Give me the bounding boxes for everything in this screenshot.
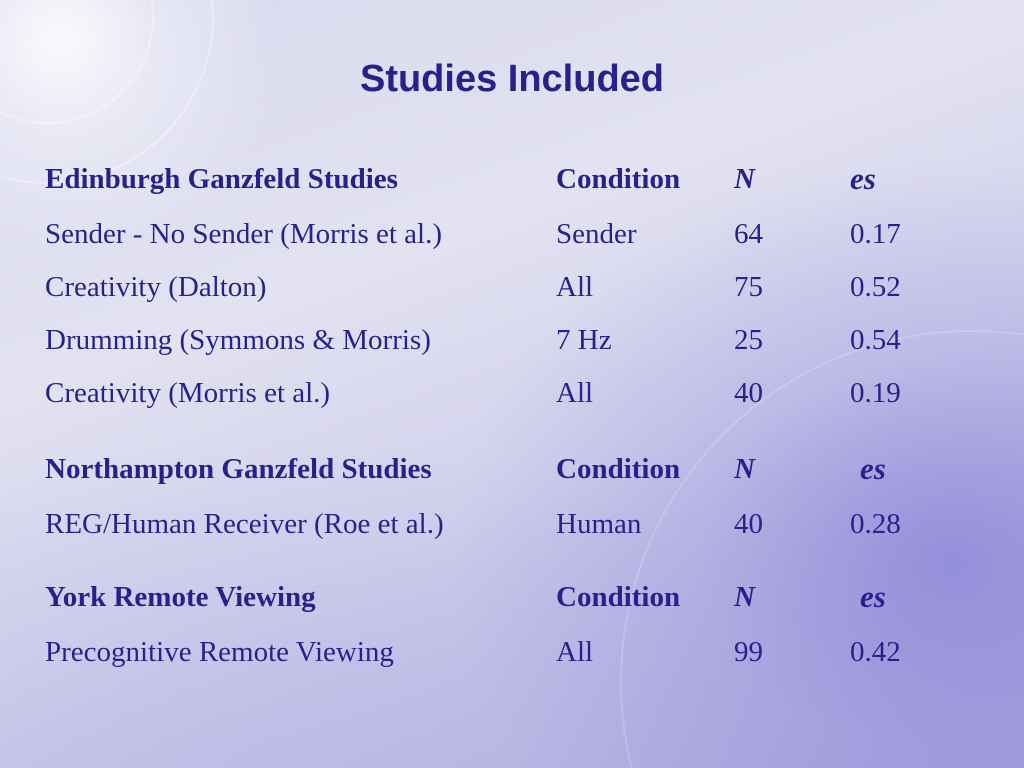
study-es: 0.19	[850, 377, 901, 409]
study-condition: Human	[556, 508, 642, 540]
table-row	[0, 373, 1024, 413]
study-n: 75	[734, 271, 763, 303]
study-condition: Sender	[556, 218, 637, 250]
header-condition: Condition	[556, 581, 681, 613]
study-name: REG/Human Receiver (Roe et al.)	[45, 508, 444, 540]
table-row	[0, 267, 1024, 307]
section-header-edinburgh	[0, 159, 1024, 199]
table-row	[0, 504, 1024, 544]
study-n: 25	[734, 324, 763, 356]
study-n: 99	[734, 636, 763, 668]
study-name: Creativity (Morris et al.)	[45, 377, 331, 409]
study-condition: All	[556, 377, 594, 409]
header-study: York Remote Viewing	[45, 581, 316, 613]
study-n: 40	[734, 508, 763, 540]
header-n: N	[734, 453, 755, 485]
study-es: 0.17	[850, 218, 901, 250]
section-header-northampton	[0, 449, 1024, 489]
study-name: Drumming (Symmons & Morris)	[45, 324, 431, 356]
slide-title: Studies Included	[359, 58, 665, 100]
table-row	[0, 214, 1024, 254]
study-n: 64	[734, 218, 763, 250]
study-es: 0.54	[850, 324, 901, 356]
study-es: 0.52	[850, 271, 901, 303]
section-header-york	[0, 577, 1024, 617]
header-es: es	[850, 161, 876, 196]
header-study: Edinburgh Ganzfeld Studies	[45, 163, 398, 195]
study-name: Precognitive Remote Viewing	[45, 636, 394, 668]
header-n: N	[734, 163, 755, 195]
study-n: 40	[734, 377, 763, 409]
header-es: es	[860, 579, 886, 614]
table-row	[0, 632, 1024, 672]
study-condition: All	[556, 636, 594, 668]
study-es: 0.42	[850, 636, 901, 668]
study-es: 0.28	[850, 508, 901, 540]
header-condition: Condition	[556, 163, 681, 195]
study-name: Creativity (Dalton)	[45, 271, 267, 303]
study-condition: 7 Hz	[556, 324, 612, 356]
header-n: N	[734, 581, 755, 613]
header-study: Northampton Ganzfeld Studies	[45, 453, 432, 485]
header-condition: Condition	[556, 453, 681, 485]
table-row	[0, 320, 1024, 360]
study-name: Sender - No Sender (Morris et al.)	[45, 218, 443, 250]
header-es: es	[860, 451, 886, 486]
study-condition: All	[556, 271, 594, 303]
